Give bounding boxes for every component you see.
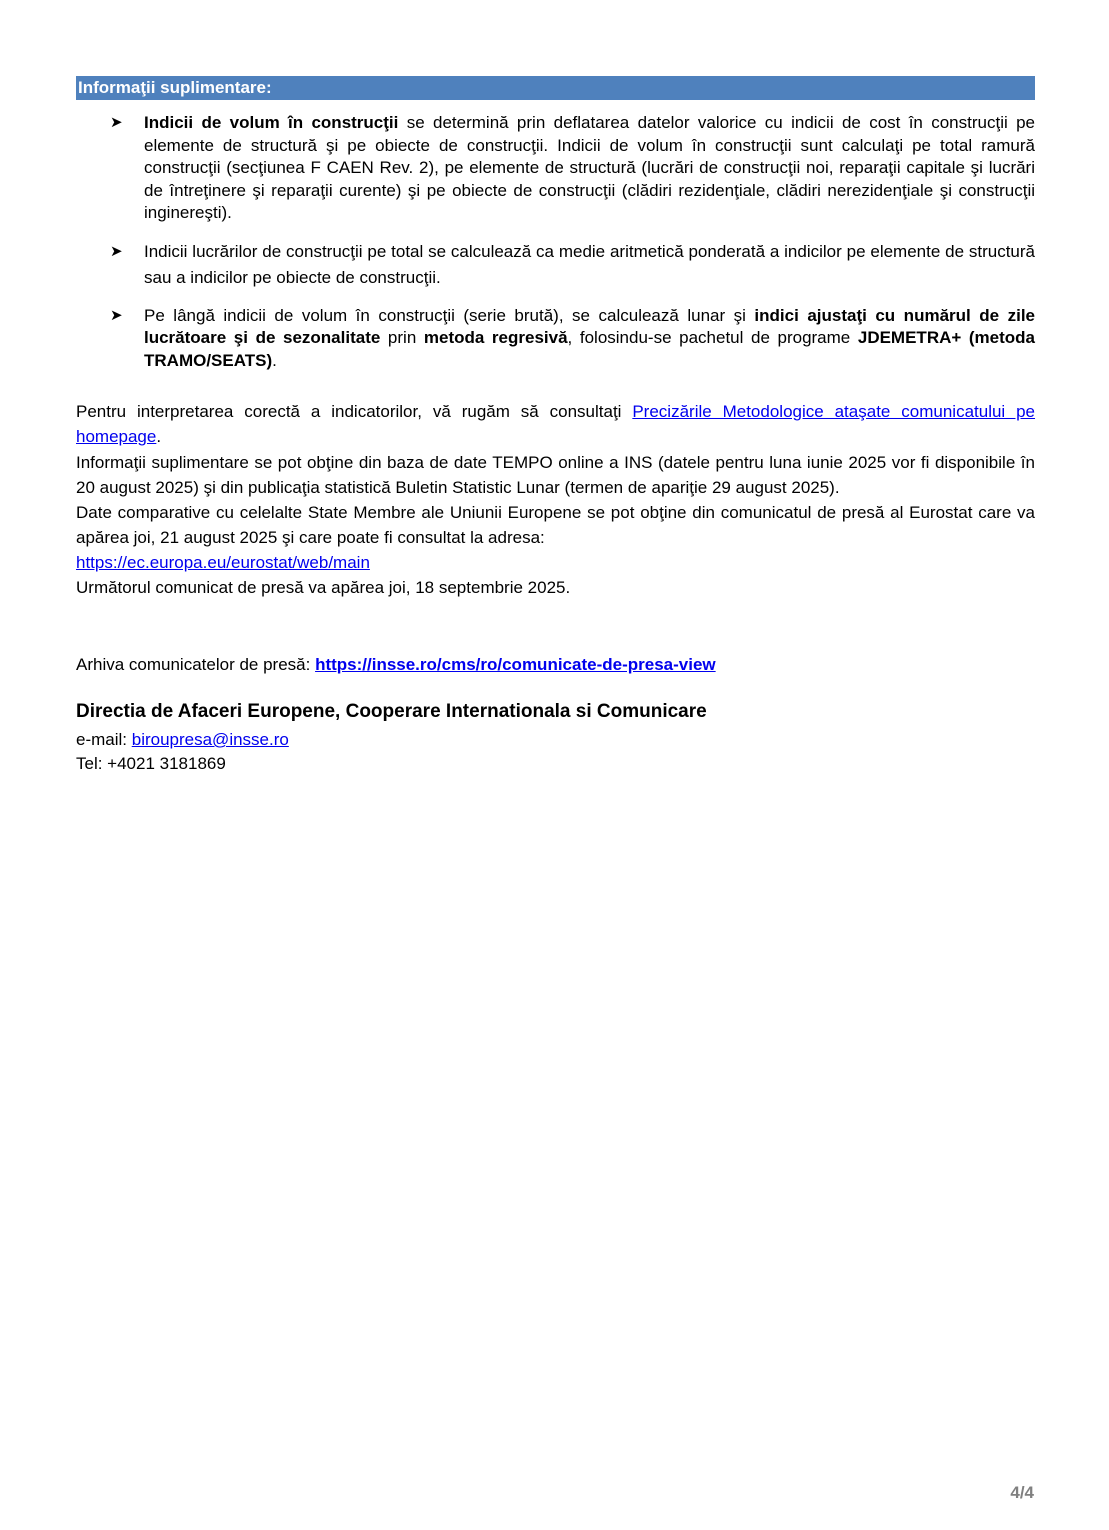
department-title: Directia de Afaceri Europene, Cooperare Internationala si Comunicare xyxy=(76,701,707,722)
bullet-text: Pe lângă indicii de volum în construcţii (serie brută), se calculează lunar şi xyxy=(144,305,755,325)
section-header: Informaţii suplimentare: xyxy=(76,76,1035,100)
bullet-text: se determină prin deflatarea datelor valorice cu indicii de cost în construcţii pe elemente de structură şi pe obiecte de construcţii. Indicii de volum în construcţii sunt calculaţi pe total ramură construcţii (secţiunea F CAEN Rev. 2), pe elemente de structură (lucrări de construcţii noi, reparaţii capitale şi lucrări de întreţinere şi reparaţii curente) şi pe obiecte de construcţii (clădiri rezidenţiale, clădiri nerezidenţiale şi construcţii inginereşti). xyxy=(144,113,1035,222)
paragraph-text: Date comparative cu celelalte State Membre ale Uniunii Europene se pot obţine din comunicatul de presă al Eurostat care va apărea joi, 21 august 2025 şi care poate fi consultat la adresa: xyxy=(76,503,1035,547)
bullet-text: , folosindu-se pachetul de programe xyxy=(567,328,858,347)
bold-text: indici ajustaţi cu numărul de zile lucrătoare şi de sezonalitate xyxy=(144,305,1035,347)
archive-link[interactable]: https://insse.ro/cms/ro/comunicate-de-presa-view xyxy=(315,655,716,674)
eurostat-link[interactable]: https://ec.europa.eu/eurostat/web/main xyxy=(76,553,370,572)
bold-text: Indicii de volum în construcţii xyxy=(144,113,399,132)
bold-text: metoda regresivă xyxy=(423,328,568,347)
next-release-paragraph: Următorul comunicat de presă va apărea joi, 18 septembrie 2025. xyxy=(76,578,571,597)
email-link[interactable]: biroupresa@insse.ro xyxy=(131,730,289,749)
arrow-bullet-icon: ➤ xyxy=(110,242,123,260)
arrow-bullet-icon: ➤ xyxy=(110,114,123,131)
bullet-item xyxy=(76,239,1035,291)
bold-text: JDEMETRA+ (metoda TRAMO/SEATS) xyxy=(144,328,1036,370)
phone-line: Tel: +4021 3181869 xyxy=(76,754,226,773)
methodology-link[interactable]: Precizările Metodologice ataşate comunicatului pe homepage xyxy=(76,402,1036,446)
email-label: e-mail: xyxy=(76,730,132,749)
bullet-item xyxy=(76,305,1035,373)
bullet-text: . xyxy=(272,350,277,370)
bullet-list xyxy=(76,112,1035,386)
archive-label: Arhiva comunicatelor de presă: xyxy=(76,655,316,674)
email-line xyxy=(76,728,289,752)
bullet-text: Indicii lucrărilor de construcţii pe total se calculează ca medie aritmetică ponderată a indicilor pe elemente de structură sau a indicilor pe obiecte de construcţii. xyxy=(144,241,1035,287)
methodology-paragraph xyxy=(76,399,1035,449)
archive-paragraph xyxy=(76,652,1035,677)
bullet-text: prin xyxy=(380,328,424,347)
bullet-item xyxy=(76,112,1035,225)
paragraph-text: Pentru interpretarea corectă a indicatorilor, vă rugăm să consultaţi xyxy=(76,402,633,421)
eurostat-paragraph xyxy=(76,500,1035,575)
paragraph-text: . xyxy=(156,427,162,446)
arrow-bullet-icon: ➤ xyxy=(110,306,123,324)
tempo-paragraph: Informaţii suplimentare se pot obţine din baza de date TEMPO online a INS (datele pentru luna iunie 2025 vor fi disponibile în 20 august 2025) şi din publicaţia statistică Buletin Statistic Lunar (termen de apariţie 29 august 2025). xyxy=(76,453,1035,497)
page-number: 4/4 xyxy=(1010,1483,1034,1502)
